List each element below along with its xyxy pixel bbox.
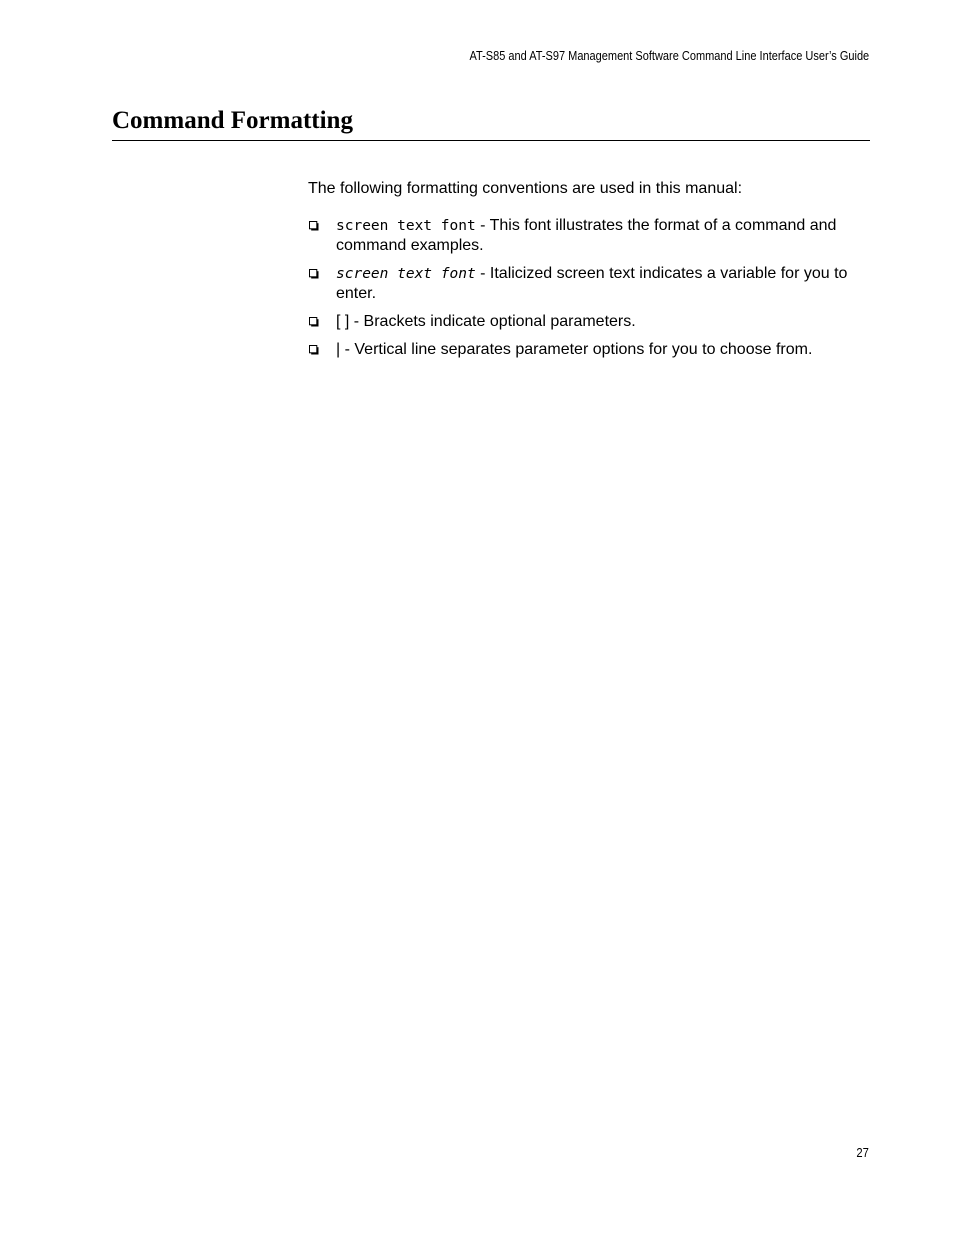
code-sample-italic: screen text font — [336, 266, 476, 282]
code-sample: screen text font — [336, 218, 476, 234]
conventions-list — [308, 216, 872, 368]
list-item — [308, 312, 872, 332]
checkbox-bullet-icon — [309, 269, 319, 279]
page-number: 27 — [856, 1146, 869, 1160]
list-item — [308, 340, 872, 360]
item-description: - Italicized screen text indicates a variable for you to enter. — [336, 265, 848, 302]
checkbox-bullet-icon — [309, 317, 319, 327]
section-heading: Command Formatting — [112, 107, 353, 134]
checkbox-bullet-icon — [309, 221, 319, 231]
item-description: | - Vertical line separates parameter options for you to choose from. — [336, 341, 813, 358]
list-item — [308, 264, 872, 304]
heading-rule — [112, 140, 870, 141]
item-description: - This font illustrates the format of a command and command examples. — [336, 217, 837, 254]
item-description: [ ] - Brackets indicate optional parameters. — [336, 313, 636, 330]
list-item — [308, 216, 872, 256]
checkbox-bullet-icon — [309, 345, 319, 355]
intro-paragraph: The following formatting conventions are used in this manual: — [308, 180, 743, 197]
running-header: AT-S85 and AT-S97 Management Software Command Line Interface User’s Guide — [469, 49, 869, 63]
